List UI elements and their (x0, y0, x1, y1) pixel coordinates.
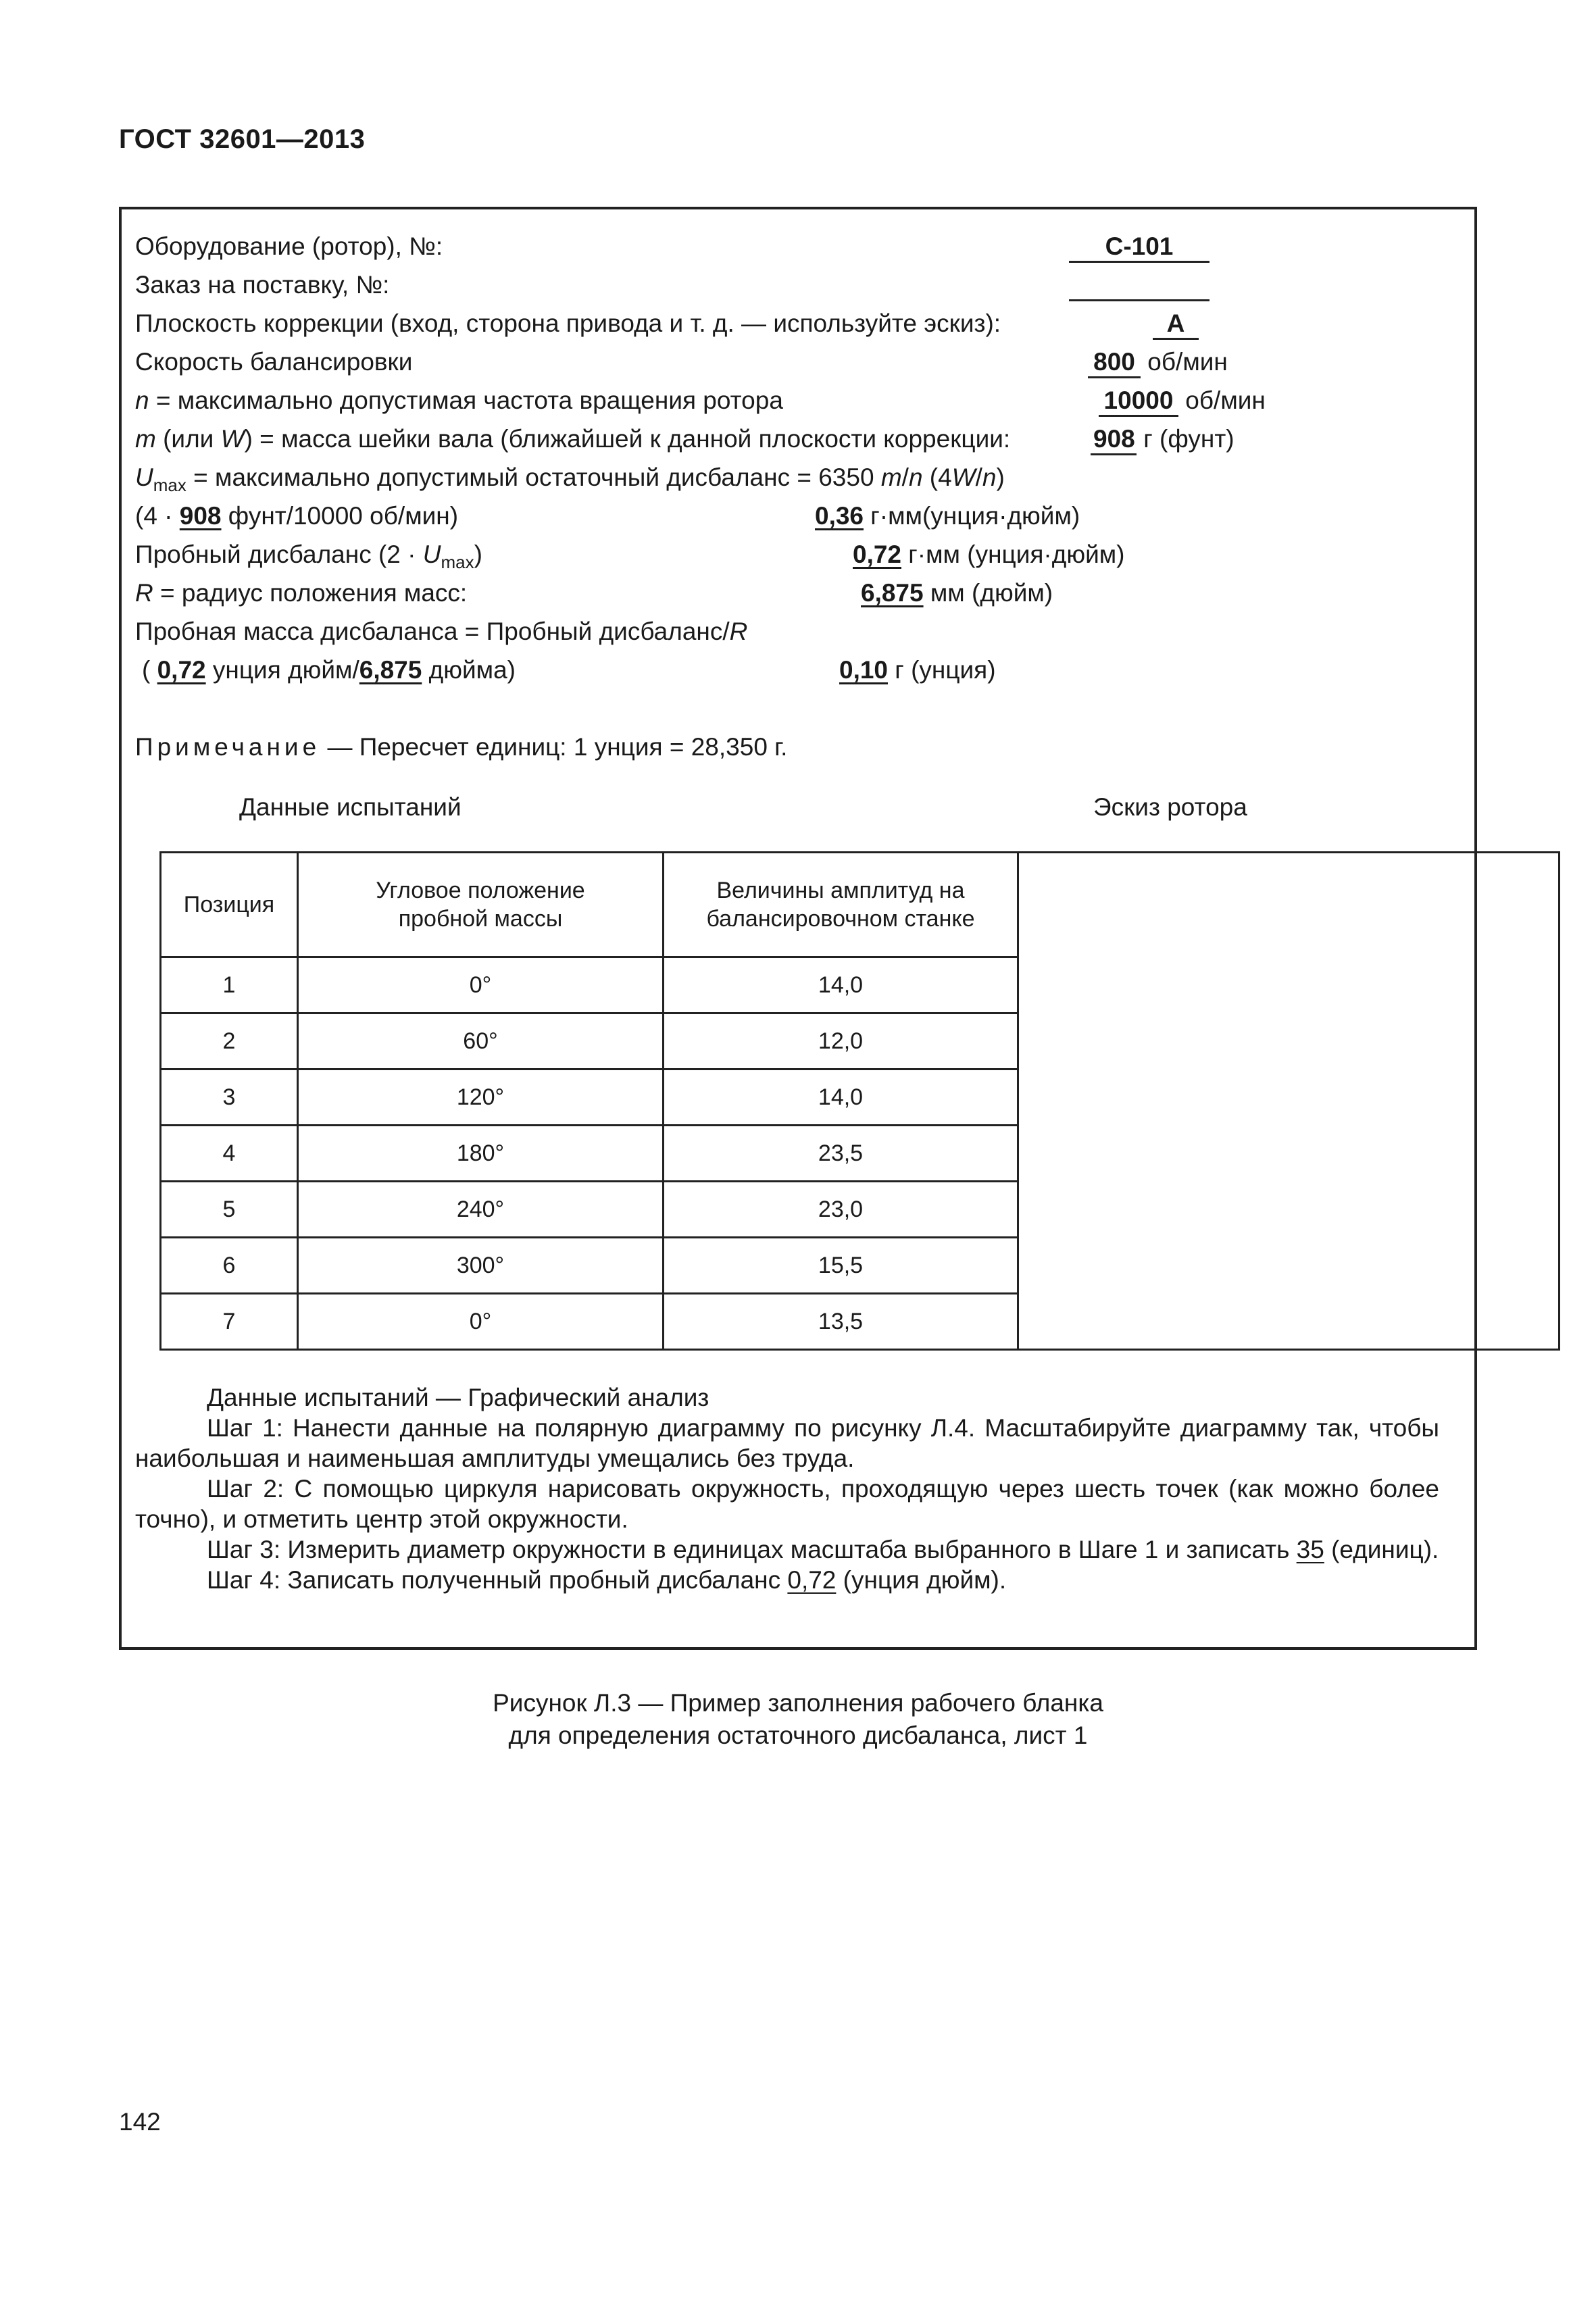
journal-mass-label (135, 426, 1010, 451)
document-header: ГОСТ 32601—2013 (119, 124, 366, 154)
order-value-wrap (1069, 272, 1210, 305)
trial-mass-text: Пробная масса дисбаланса = Пробный дисбаланс/ (135, 618, 730, 645)
cell-position: 4 (161, 1126, 298, 1182)
journal-mass-mid: (или (155, 425, 221, 453)
cell-position: 3 (161, 1070, 298, 1126)
graphic-analysis-steps (135, 1382, 1439, 1595)
radius-var: R (135, 579, 153, 607)
step-3-pre: Шаг 3: Измерить диаметр окружности в единицах масштаба выбранного в Шаге 1 и записать (207, 1536, 1297, 1563)
step-1: Шаг 1: Нанести данные на полярную диаграмму по рисунку Л.4. Масштабируйте диаграмму так, чтобы наибольшая и наименьшая амплитуды умещались без труда. (135, 1414, 1439, 1472)
test-data-label: Данные испытаний (239, 793, 462, 821)
var-u: U (135, 463, 153, 491)
trial-unbalance-label (135, 542, 482, 571)
formula-n: n (908, 463, 923, 491)
cell-position: 7 (161, 1294, 298, 1350)
steps-title: Данные испытаний — Графический анализ (207, 1384, 709, 1411)
equipment-label: Оборудование (ротор), №: (135, 232, 443, 260)
order-label: Заказ на поставку, №: (135, 271, 390, 299)
formula-slash: / (901, 463, 909, 491)
calc2-result-wrap (839, 657, 996, 682)
cell-amplitude: 23,5 (664, 1126, 1018, 1182)
page-number: 142 (119, 2108, 161, 2136)
balancing-speed-wrap (1088, 349, 1228, 378)
header-amplitude: Величины амплитуд на балансировочном станке (664, 853, 1018, 957)
cell-amplitude: 15,5 (664, 1238, 1018, 1294)
calc1-expression (135, 503, 458, 528)
cell-amplitude: 12,0 (664, 1013, 1018, 1070)
calc2-result-unit: г (унция) (888, 656, 996, 684)
calc2-result: 0,10 (839, 656, 889, 684)
cell-position: 5 (161, 1182, 298, 1238)
formula-m: m (880, 463, 902, 491)
cell-angle: 300° (298, 1238, 664, 1294)
formula-n2: n (982, 463, 997, 491)
step-3 (135, 1534, 1439, 1565)
sub-max: max (153, 475, 186, 495)
umax-text: = максимально допустимый остаточный дисбаланс = 6350 (186, 463, 881, 491)
note (135, 734, 787, 759)
max-speed-wrap (1099, 388, 1266, 417)
step-4 (135, 1565, 1439, 1595)
radius-text: = радиус положения масс: (153, 579, 468, 607)
radius-result-unit: мм (дюйм) (923, 579, 1053, 607)
radius-label (135, 580, 467, 605)
cell-position: 2 (161, 1013, 298, 1070)
var-n: n (135, 386, 149, 414)
radius-result-wrap (861, 580, 1053, 605)
trial-sub: max (441, 552, 474, 572)
balancing-speed-unit: об/мин (1147, 348, 1228, 376)
cell-amplitude: 13,5 (664, 1294, 1018, 1350)
step-4-value: 0,72 (787, 1566, 837, 1594)
cell-amplitude: 14,0 (664, 957, 1018, 1013)
trial-result-wrap (853, 542, 1125, 567)
calc2-mid: унция дюйм/ (205, 656, 359, 684)
cell-angle: 180° (298, 1126, 664, 1182)
correction-plane-wrap (1153, 311, 1199, 340)
correction-plane-value: А (1153, 311, 1199, 340)
trial-mass-label (135, 619, 747, 644)
calc1-result: 0,36 (815, 502, 864, 530)
formula-paren: (4 (922, 463, 952, 491)
journal-mass-unit: г (фунт) (1143, 425, 1235, 453)
formula-close: ) (996, 463, 1005, 491)
umax-definition (135, 465, 1005, 494)
caption-line-1: Рисунок Л.3 — Пример заполнения рабочего бланка (493, 1689, 1103, 1717)
formula-slash2: / (975, 463, 982, 491)
step-3-value: 35 (1296, 1536, 1324, 1563)
cell-angle: 240° (298, 1182, 664, 1238)
max-speed-unit: об/мин (1185, 386, 1266, 414)
journal-mass-text: ) = масса шейки вала (ближайшей к данной плоскости коррекции: (244, 425, 1011, 453)
calc1-prefix: (4 · (135, 502, 180, 530)
trial-result-unit: г·мм (унция·дюйм) (901, 540, 1125, 568)
step-2: Шаг 2: С помощью циркуля нарисовать окружность, проходящую через шесть точек (как можно более точно), и отметить центр этой окружности. (135, 1475, 1439, 1533)
trial-var: U (422, 540, 441, 568)
rotor-sketch-label: Эскиз ротора (1093, 793, 1247, 821)
step-3-post: (единиц). (1324, 1536, 1439, 1563)
formula-w: W (951, 463, 976, 491)
radius-result: 6,875 (861, 579, 924, 607)
test-data-table (159, 851, 1560, 1351)
calc1-result-unit: г·мм(унция·дюйм) (864, 502, 1080, 530)
trial-result: 0,72 (853, 540, 902, 568)
table-header-row (161, 853, 1560, 957)
correction-plane-label: Плоскость коррекции (вход, сторона привода и т. д. — используйте эскиз): (135, 309, 1001, 337)
calc1-suffix: фунт/10000 об/мин) (221, 502, 459, 530)
calc2-suffix: дюйма) (422, 656, 516, 684)
cell-angle: 120° (298, 1070, 664, 1126)
equipment-value: С-101 (1069, 234, 1210, 263)
var-w: W (220, 425, 245, 453)
calc2-expression (142, 657, 516, 682)
caption-line-2: для определения остаточного дисбаланса, лист 1 (508, 1721, 1088, 1749)
cell-angle: 60° (298, 1013, 664, 1070)
figure-caption (0, 1687, 1596, 1752)
calc2-v1: 0,72 (157, 656, 206, 684)
cell-amplitude: 23,0 (664, 1182, 1018, 1238)
calc2-prefix: ( (142, 656, 157, 684)
header-angle: Угловое положение пробной массы (298, 853, 664, 957)
cell-angle: 0° (298, 1294, 664, 1350)
journal-mass-wrap (1091, 426, 1235, 455)
rotor-sketch-area (1018, 853, 1560, 1350)
trial-pre: Пробный дисбаланс (2 · (135, 540, 423, 568)
max-speed-value: 10000 (1099, 388, 1178, 417)
header-position: Позиция (161, 853, 298, 957)
note-label: Примечание (135, 733, 321, 761)
trial-mass-var: R (729, 618, 748, 645)
balancing-speed-label: Скорость балансировки (135, 348, 413, 376)
balancing-speed-value: 800 (1088, 349, 1141, 378)
step-4-pre: Шаг 4: Записать полученный пробный дисбаланс (207, 1566, 788, 1594)
note-text: — Пересчет единиц: 1 унция = 28,350 г. (320, 733, 788, 761)
cell-position: 1 (161, 957, 298, 1013)
equipment-value-wrap (1069, 234, 1210, 263)
cell-angle: 0° (298, 957, 664, 1013)
trial-post: ) (474, 540, 482, 568)
calc1-result-wrap (815, 503, 1080, 528)
calc1-value: 908 (179, 502, 222, 530)
max-speed-text: = максимально допустимая частота вращения ротора (149, 386, 783, 414)
journal-mass-value: 908 (1091, 426, 1137, 455)
step-4-post: (унция дюйм). (836, 1566, 1007, 1594)
order-value (1069, 272, 1210, 301)
var-m: m (135, 425, 156, 453)
cell-amplitude: 14,0 (664, 1070, 1018, 1126)
calc2-v2: 6,875 (359, 656, 422, 684)
cell-position: 6 (161, 1238, 298, 1294)
max-speed-label (135, 388, 783, 413)
